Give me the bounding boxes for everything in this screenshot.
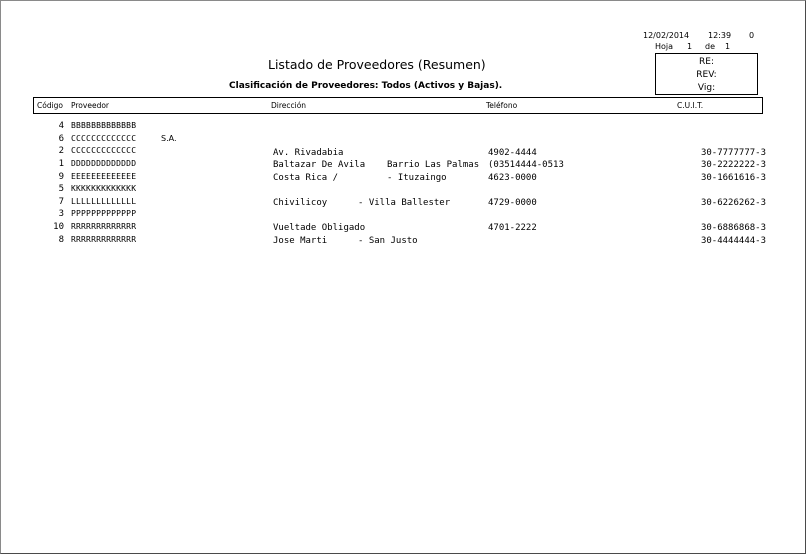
row-code: 9: [58, 172, 64, 182]
row-proveedor: CCCCCCCCCCCCC: [71, 146, 137, 155]
row-telefono: (03514444-0513: [488, 160, 564, 170]
table-row: [0, 172, 806, 184]
row-telefono: 4902-4444: [488, 148, 537, 158]
row-code: 4: [58, 121, 64, 131]
table-row: [0, 134, 806, 146]
table-row: [0, 146, 806, 158]
row-direccion: Av. Rivadabia: [273, 148, 344, 158]
row-cuit: 30-4444444-3: [700, 236, 766, 246]
table-row: [0, 184, 806, 196]
revision-box: [655, 53, 758, 95]
row-telefono: 4701-2222: [488, 223, 537, 233]
row-code: 3: [58, 209, 64, 219]
row-proveedor: DDDDDDDDDDDDD: [71, 159, 137, 168]
row-cuit: 30-7777777-3: [700, 148, 766, 158]
row-localidad: - Ituzaingo: [387, 173, 447, 183]
table-row: [0, 222, 806, 234]
report-extra: 0: [749, 31, 755, 40]
row-code: 2: [58, 146, 64, 156]
row-code: 5: [58, 184, 64, 194]
page-label: Hoja: [655, 42, 674, 51]
report-title: Listado de Proveedores (Resumen): [268, 57, 486, 72]
row-direccion: Vueltade Obligado: [273, 223, 366, 233]
report-subtitle: Clasificación de Proveedores: Todos (Activos y Bajas).: [229, 81, 503, 91]
row-code: 8: [58, 235, 64, 245]
row-proveedor: BBBBBBBBBBBBB: [71, 121, 137, 130]
report-date: 12/02/2014: [643, 31, 690, 40]
col-codigo: Código: [37, 101, 64, 110]
row-proveedor: PPPPPPPPPPPPP: [71, 209, 137, 218]
table-row: [0, 209, 806, 221]
page-of-label: de: [705, 42, 715, 51]
page-number: 1: [687, 42, 693, 51]
row-localidad: - Villa Ballester: [358, 198, 451, 208]
col-direccion: Dirección: [271, 101, 307, 110]
row-direccion: Jose Marti: [273, 236, 328, 246]
re-label: RE:: [699, 57, 714, 67]
row-proveedor: KKKKKKKKKKKKK: [71, 184, 137, 193]
vig-label: Vig:: [697, 83, 716, 93]
row-telefono: 4729-0000: [488, 198, 537, 208]
row-proveedor: EEEEEEEEEEEEE: [71, 172, 137, 181]
row-cuit: 30-6226262-3: [700, 198, 766, 208]
row-cuit: 30-1661616-3: [700, 173, 766, 183]
row-telefono: 4623-0000: [488, 173, 537, 183]
rev-label: REV:: [696, 70, 717, 80]
row-proveedor: LLLLLLLLLLLLL: [71, 197, 137, 206]
report-time: 12:39: [708, 31, 732, 40]
page-total: 1: [725, 42, 731, 51]
table-row: [0, 121, 806, 133]
col-proveedor: Proveedor: [71, 101, 109, 110]
row-proveedor: RRRRRRRRRRRRR: [71, 235, 137, 244]
column-header-bar: [33, 97, 763, 114]
row-code: 7: [58, 197, 64, 207]
row-direccion: Baltazar De Avila: [273, 160, 366, 170]
row-cuit: 30-2222222-3: [700, 160, 766, 170]
row-proveedor: CCCCCCCCCCCCC: [71, 134, 137, 143]
row-code: 6: [58, 134, 64, 144]
row-code: 1: [58, 159, 64, 169]
row-localidad: - San Justo: [358, 236, 418, 246]
row-direccion: Chivilicoy: [273, 198, 328, 208]
row-code: 10: [53, 222, 64, 232]
row-localidad: Barrio Las Palmas: [387, 160, 480, 170]
table-row: [0, 159, 806, 171]
row-suffix: S.A.: [161, 134, 177, 143]
row-proveedor: RRRRRRRRRRRRR: [71, 222, 137, 231]
row-direccion: Costa Rica /: [273, 173, 339, 183]
table-row: [0, 197, 806, 209]
row-cuit: 30-6886868-3: [700, 223, 766, 233]
col-telefono: Teléfono: [486, 101, 518, 110]
table-row: [0, 235, 806, 247]
col-cuit: C.U.I.T.: [677, 101, 704, 110]
